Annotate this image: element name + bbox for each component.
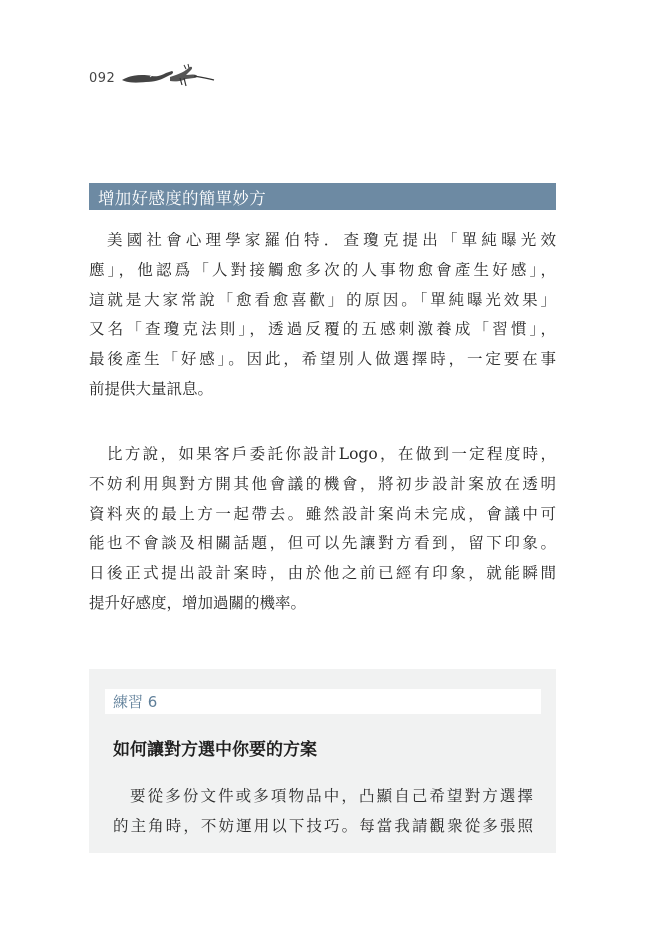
exercise-text: [113, 781, 533, 841]
paragraph-line: 資料夾的最上方一起帶去。雖然設計案尚未完成，會議中可: [89, 504, 556, 523]
page-number: 092: [89, 71, 116, 86]
paragraph-line: 提升好感度，增加過關的機率。: [89, 593, 307, 612]
paragraph-2: [89, 440, 556, 619]
paragraph-line: 應」，他認爲「人對接觸愈多次的人事物愈會產生好感」，: [89, 260, 556, 279]
section-heading-bar: [89, 183, 556, 210]
paragraph-line: 比方說，如果客戶委託你設計Logo，在做到一定程度時，: [107, 445, 556, 463]
paragraph-line: 能也不會談及相關話題，但可以先讓對方看到，留下印象。: [89, 534, 556, 553]
paragraph-line: 前提供大量訊息。: [89, 379, 214, 398]
exercise-label: 練習 6: [113, 693, 158, 711]
paragraph-line: 日後正式提出設計案時，由於他之前已經有印象，就能瞬間: [89, 564, 556, 583]
paragraph-line: 這就是大家常說「愈看愈喜歡」的原因。「單純曝光效果」: [89, 290, 556, 309]
paragraph-line: 不妨利用與對方開其他會議的機會，將初步設計案放在透明: [89, 474, 556, 493]
paragraph-1: [89, 226, 556, 405]
exercise-label-bar: [105, 689, 541, 714]
paragraph-line: 美國社會心理學家羅伯特．查瓊克提出「單純曝光效: [107, 231, 556, 249]
exercise-line: 的主角時，不妨運用以下技巧。每當我請觀衆從多張照: [113, 817, 533, 835]
exercise-box: [89, 669, 556, 853]
exercise-title: 如何讓對方選中你要的方案: [113, 740, 317, 760]
paragraph-line: 最後產生「好感」。因此，希望別人做選擇時，一定要在事: [89, 350, 556, 369]
hands-illustration: [120, 63, 216, 89]
paragraph-line: 又名「查瓊克法則」，透過反覆的五感刺激養成「習慣」，: [89, 320, 556, 339]
exercise-line: 要從多份文件或多項物品中，凸顯自己希望對方選擇: [130, 787, 533, 805]
section-heading: 增加好感度的簡單妙方: [98, 188, 266, 208]
